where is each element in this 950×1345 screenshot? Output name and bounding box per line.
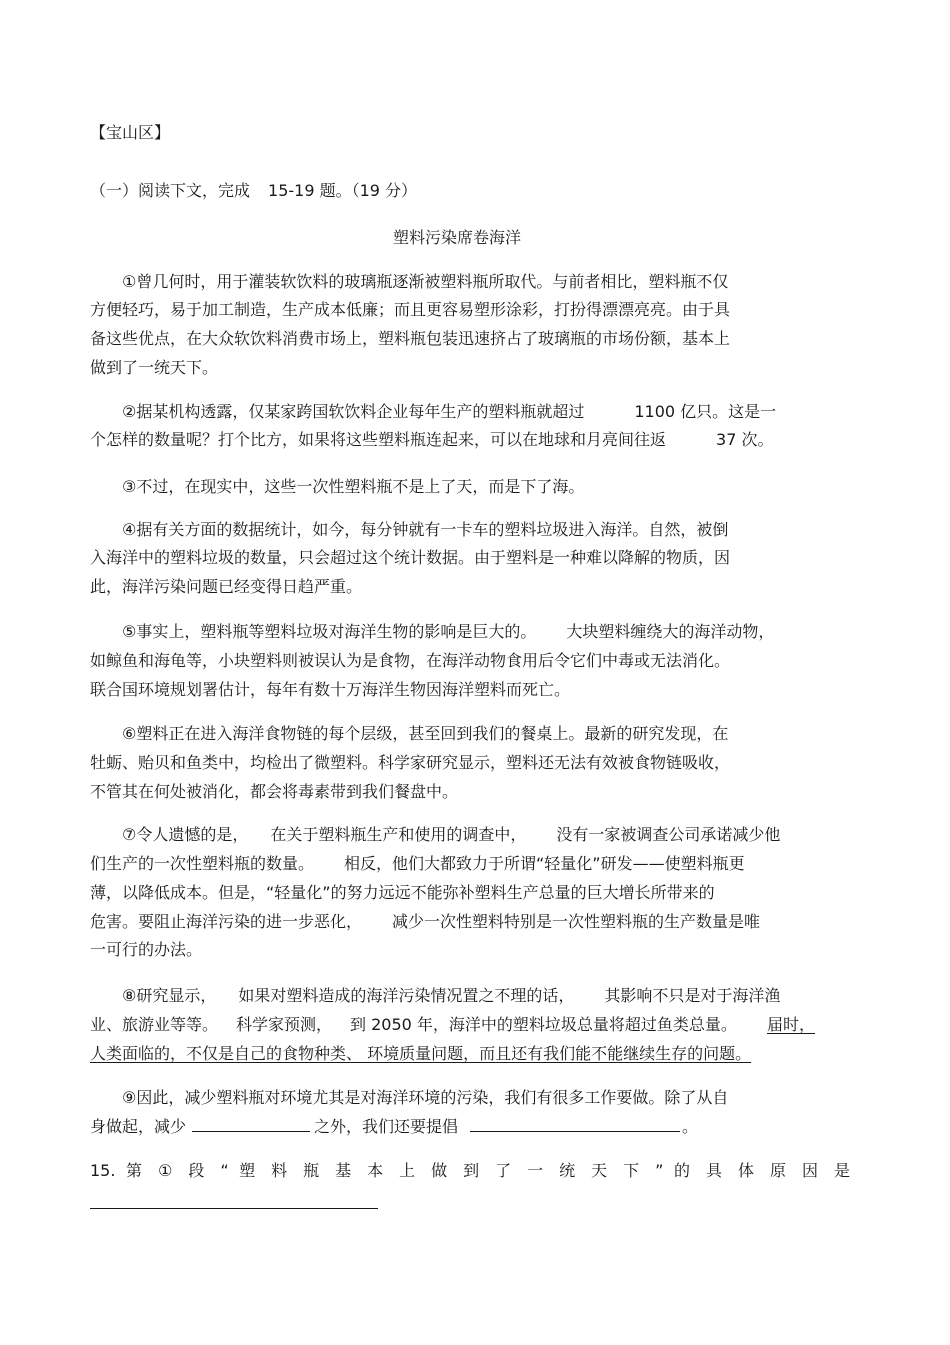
paragraph-line: 个怎样的数量呢？打个比方，如果将这些塑料瓶连起来，可以在地球和月亮间往返 37 次。 [90, 430, 774, 449]
paragraph-line: 如鲸鱼和海龟等，小块塑料则被误认为是食物，在海洋动物食用后令它们中毒或无法消化。 [90, 651, 731, 670]
paragraph-3: ③不过，在现实中，这些一次性塑料瓶不是上了天，而是下了海。 [122, 477, 585, 496]
section-instruction [90, 181, 417, 201]
instruction-range: 15-19 题。（19 分） [268, 181, 418, 200]
paragraph-line: 入海洋中的塑料垃圾的数量，只会超过这个统计数据。由于塑料是一种难以降解的物质，因 [90, 548, 731, 567]
district-label: 【宝山区】 [90, 123, 171, 142]
paragraph-line: ⑥塑料正在进入海洋食物链的每个层级，甚至回到我们的餐桌上。最新的研究发现，在 [122, 724, 729, 743]
paragraph-line: 做到了一统天下。 [90, 358, 219, 377]
paragraph-line: 不管其在何处被消化，都会将毒素带到我们餐盘中。 [90, 782, 459, 801]
answer-blank[interactable] [192, 1117, 310, 1132]
paragraph-line: 们生产的一次性塑料瓶的数量。 相反，他们大都致力于所谓“轻量化”研发——使塑料瓶更 [90, 854, 745, 873]
paragraph-line: 方便轻巧，易于加工制造，生产成本低廉；而且更容易塑形涂彩，打扮得漂漂亮亮。由于具 [90, 300, 731, 319]
paragraph-line: ⑦令人遗憾的是， 在关于塑料瓶生产和使用的调查中， 没有一家被调查公司承诺减少他 [122, 825, 781, 844]
paragraph-line: 联合国环境规划署估计，每年有数十万海洋生物因海洋塑料而死亡。 [90, 680, 571, 699]
paragraph-line: 备这些优点，在大众软饮料消费市场上，塑料瓶包装迅速挤占了玻璃瓶的市场份额，基本上 [90, 329, 731, 348]
paragraph-line: 业、旅游业等等。 科学家预测， 到 2050 年，海洋中的塑料垃圾总量将超过鱼类总量。 届时， [90, 1015, 815, 1034]
paragraph-line: 一可行的办法。 [90, 940, 203, 959]
paragraph-line: 薄，以降低成本。但是，“轻量化”的努力远远不能弥补塑料生产总量的巨大增长所带来的 [90, 883, 715, 902]
paragraph-line: 身做起，减少 之外，我们还要提倡 。 [90, 1117, 699, 1136]
paragraph-line: ④据有关方面的数据统计，如今，每分钟就有一卡车的塑料垃圾进入海洋。自然，被倒 [122, 520, 729, 539]
paragraph-line: ⑨因此，减少塑料瓶对环境尤其是对海洋环境的污染，我们有很多工作要做。除了从自 [122, 1088, 729, 1107]
paragraph-line: ②据某机构透露，仅某家跨国软饮料企业每年生产的塑料瓶就超过 1100 亿只。这是一 [122, 402, 777, 421]
paragraph-line: 牡蛎、贻贝和鱼类中，均检出了微塑料。科学家研究显示，塑料还无法有效被食物链吸收， [90, 753, 731, 772]
answer-blank[interactable] [90, 1208, 378, 1209]
article-title: 塑料污染席卷海洋 [393, 228, 522, 247]
paragraph-line: ①曾几何时，用于灌装软饮料的玻璃瓶逐渐被塑料瓶所取代。与前者相比，塑料瓶不仅 [122, 272, 729, 291]
underlined-text: 人类面临的，不仅是自己的食物种类、 环境质量问题，而且还有我们能不能继续生存的问题。 [90, 1044, 752, 1063]
paragraph-line: ⑤事实上，塑料瓶等塑料垃圾对海洋生物的影响是巨大的。 大块塑料缠绕大的海洋动物， [122, 622, 775, 641]
paragraph-line: ⑧研究显示， 如果对塑料造成的海洋污染情况置之不理的话， 其影响不只是对于海洋渔 [122, 986, 781, 1005]
instruction-before: （一）阅读下文，完成 [90, 181, 251, 200]
underlined-text: 届时， [766, 1015, 815, 1034]
answer-blank[interactable] [470, 1117, 680, 1132]
question-15: 15. 第 ① 段 “ 塑 料 瓶 基 本 上 做 到 了 一 统 天 下 ” 的 具 体 原 因 是 [90, 1161, 850, 1180]
paragraph-line: 此，海洋污染问题已经变得日趋严重。 [90, 577, 363, 596]
paragraph-line: 危害。要阻止海洋污染的进一步恶化， 减少一次性塑料特别是一次性塑料瓶的生产数量是唯 [90, 912, 761, 931]
